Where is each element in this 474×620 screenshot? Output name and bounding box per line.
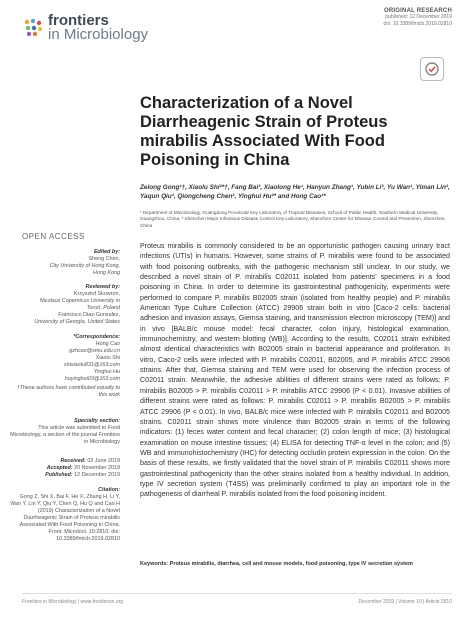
article-header <box>383 8 452 28</box>
email-link[interactable]: shixiaolu831@163.com <box>63 362 120 368</box>
footer-volume: December 2019 | Volume 10 | Article 2810 <box>358 599 452 605</box>
doi-link[interactable]: doi: 10.3389/fmicb.2019.02810 <box>383 21 452 27</box>
edited-by: Edited by: Sheng Chen, City University of Hong Kong, Hong Kong <box>49 249 120 276</box>
email-link[interactable]: gzhcao@smu.edu.cn <box>69 348 120 354</box>
citation: Citation: Gong Z, Shi X, Bai F, He X, Zhang H, Li Y, Wan Y, Lin Y, Qiu Y, Chen Q, Hu Q and Cao H (2019) Characterization of a Novel Diarrheagenic Strain of Proteus mirabilis Associated With Food Poisoning in China. Front. Microbiol. 10:2810. doi: 10.3389/fmicb.2019.02810 <box>10 487 120 542</box>
reviewed-by: Reviewed by: Krzysztof Skowron, Nicolaus Copernicus University in Toruń, Poland Francisco Diaz-Gonzalez, University of Georgia, United States <box>34 284 120 325</box>
check-for-updates-icon[interactable] <box>420 57 444 81</box>
publish-date: published: 12 December 2019 <box>385 14 452 20</box>
footer-divider <box>22 593 452 594</box>
journal-logo[interactable] <box>22 14 148 42</box>
footer-journal-link[interactable]: Frontiers in Microbiology | www.frontiersin.org <box>22 599 124 605</box>
keyword-list: Proteus mirabilis, diarrhea, cell and mouse models, food poisoning, type IV secretion system <box>169 561 413 567</box>
open-access-label: OPEN ACCESS <box>22 232 85 241</box>
journal-name: frontiers <box>48 12 109 29</box>
author-list: Zelong Gong¹†, Xiaolu Shi²*†, Fang Bai³, Xiaolong He¹, Hanyun Zhang¹, Yubin Li³, Yu Wan¹, Yiman Lin², Yaqun Qiu², Qiongcheng Chen², Yinghui Hu²* and Hong Cao¹* <box>140 184 450 200</box>
abstract: Proteus mirabilis is commonly considered to be an opportunistic pathogen causing urinary tract infections (UTIs) in humans. However, some strains of P. mirabilis were found to be associated with food poisoning outbreaks, with the pathogenic mechanism still unclear. In our study, we described a novel strain of P. mirabilis C02011 isolated from patients' specimens in a food poisoning in China. In order to determine its gastrointestinal pathogenicity, experiments were performed to compare P. mirabilis B02005 strain (isolated from healthy people) and P. mirabilis American Type Culture Collection (ATCC) 29906 strain both in vitro [Caco-2 cells: bacterial adhesion and invasion assays, Giemsa staining, and transmission electron microscopy (TEM)] and in vivo [BALB/c mouse model: fecal character, colon injury, histological examination, immunochemistry, and western blotting (WB)]. According to the results, C02011 strain exhibited almost identical characteristics with B02005 strain in bacterial appearance and proliferation. In vitro, Caco-2 cells were infected with P. mirabilis C02011, B02005, and P. mirabilis ATCC 29906 strains. After that, Giemsa staining and TEM were used for observing the infection process of C02011 strain. Meanwhile, the adhesive abilities of different strains were rated as follows: P. mirabilis B02005 > P. mirabilis C02011 > P. mirabilis ATCC 29906 (P < 0.01). Invasive abilities of different strains were rated as follows: P. mirabilis C02011 > P. mirabilis B02005 > P. mirabilis ATCC 29906 (P < 0.01). In vivo, BALB/c mice were infected with P. mirabilis C02011 and B02005 strains. C02011 strain shows more virulence than B02005 strain in terms of the following indicators: (1) feces water content and fecal character; (2) colon length of mice; (3) histological examination on mouse intestine tissues; (4) ELISA for detecting TNF-α level in the colon; and (5) WB and immunohistochemistry (IHC) for detecting occludin protein expression in the colon. On the basis of these results, we firstly validated that the novel strain of P. mirabilis C02011 shows more gastrointestinal pathogenicity than the other strains isolated from a healthy individual. In addition, type IV secretion system (T4SS) was preliminarily confirmed to play an important role in the pathogenesis of diarrheal P. mirabilis isolated from the food poisoning incident. <box>140 242 450 499</box>
email-link[interactable]: huyinghui03@163.com <box>64 376 120 382</box>
frontiers-logo-icon <box>22 17 44 39</box>
article-title: Characterization of a Novel Diarrheagenic Strain of Proteus mirabilis Associated With Food Poisoning in China <box>140 94 388 169</box>
affiliations: ¹ Department of Microbiology, Guangdong Provincial Key Laboratory of Tropical Diseases, School of Public Health, Southern Medical University, Guangzhou, China, ² Shenzhen Major Infectious Disease Control Key Laboratory, Shenzhen Center for Disease Control and Prevention, Shenzhen, China <box>140 210 446 228</box>
keywords: Keywords: Proteus mirabilis, diarrhea, cell and mouse models, food poisoning, type IV secretion system <box>140 561 413 567</box>
correspondence: *Correspondence: Hong Cao gzhcao@smu.edu.cn Xiaolu Shi shixiaolu831@163.com Yinghui Hu huyinghui03@163.com †These authors have contributed equally to this work <box>16 334 120 398</box>
specialty-section: Specialty section: This article was submitted to Food Microbiology, a section of the journal Frontiers in Microbiology <box>10 418 120 445</box>
journal-subtitle: in Microbiology <box>48 26 149 43</box>
article-type: ORIGINAL RESEARCH <box>384 8 452 14</box>
dates: Received: 03 June 2019 Accepted: 20 November 2019 Published: 12 December 2019 <box>45 458 120 478</box>
